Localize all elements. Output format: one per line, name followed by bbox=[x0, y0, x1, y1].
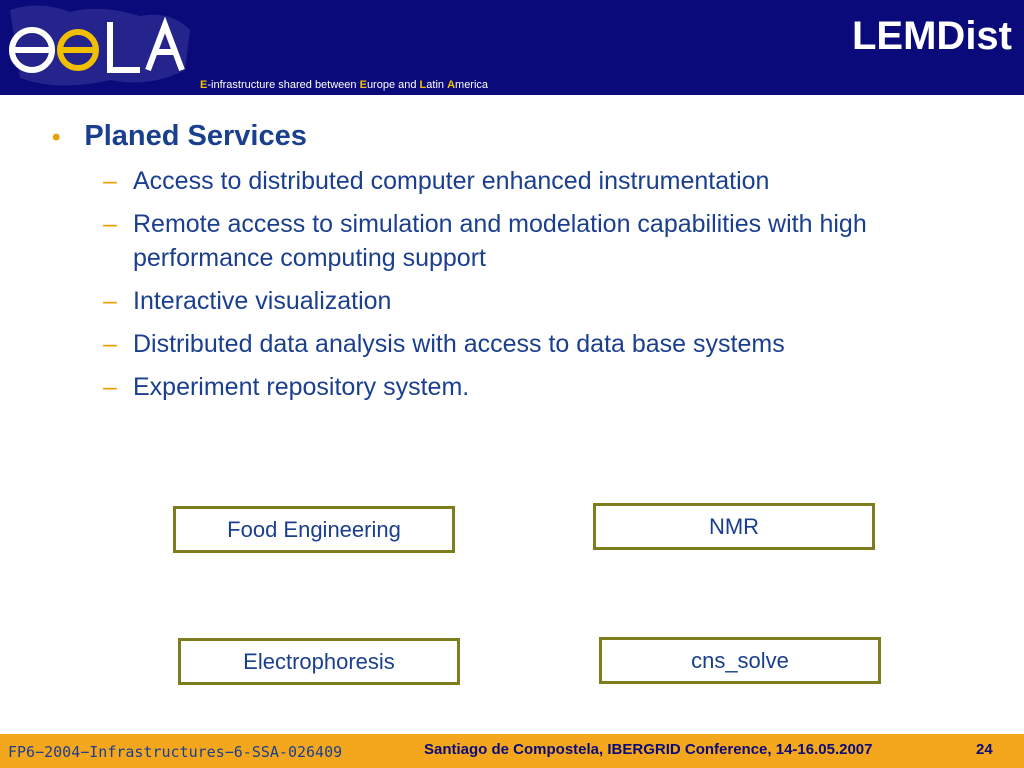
service-box-cns-solve: cns_solve bbox=[599, 637, 881, 684]
dash-icon: – bbox=[103, 210, 117, 238]
sub-bullet-item bbox=[103, 370, 963, 404]
sub-bullet-item bbox=[103, 207, 963, 275]
dash-icon: – bbox=[103, 287, 117, 315]
sub-bullet-text: Experiment repository system. bbox=[133, 373, 470, 401]
tagline-e1: E bbox=[200, 79, 208, 91]
tagline-t3: atin bbox=[426, 79, 448, 91]
dash-icon: – bbox=[103, 330, 117, 358]
bullet-icon: • bbox=[52, 124, 61, 151]
sub-bullet-text: Distributed data analysis with access to data base systems bbox=[133, 330, 785, 358]
service-box-electrophoresis: Electrophoresis bbox=[178, 638, 460, 685]
sub-bullet-list bbox=[103, 164, 963, 413]
sub-bullet-item bbox=[103, 284, 963, 318]
tagline-t4: merica bbox=[455, 79, 489, 91]
tagline-t1: -infrastructure shared between bbox=[207, 79, 360, 91]
dash-icon: – bbox=[103, 373, 117, 401]
footer-band bbox=[0, 734, 1024, 768]
tagline-a1: A bbox=[447, 79, 456, 91]
footer-project-id: FP6−2004−Infrastructures−6-SSA-026409 bbox=[8, 743, 343, 761]
sub-bullet-text: Access to distributed computer enhanced instrumentation bbox=[133, 167, 770, 195]
sub-bullet-text: Remote access to simulation and modelation capabilities with high performance computing support bbox=[133, 210, 867, 272]
page-number: 24 bbox=[976, 741, 993, 758]
tagline-l1: L bbox=[419, 79, 427, 91]
sub-bullet-item bbox=[103, 327, 963, 361]
tagline-t2: urope and bbox=[366, 79, 420, 91]
service-box-food-engineering: Food Engineering bbox=[173, 506, 455, 553]
dash-icon: – bbox=[103, 167, 117, 195]
tagline-e2: E bbox=[359, 79, 367, 91]
main-bullet bbox=[52, 120, 307, 153]
header-tagline bbox=[200, 79, 488, 91]
main-bullet-text: Planed Services bbox=[84, 120, 307, 152]
sub-bullet-item bbox=[103, 164, 963, 198]
service-box-nmr: NMR bbox=[593, 503, 875, 550]
sub-bullet-text: Interactive visualization bbox=[133, 287, 392, 315]
eela-logo bbox=[0, 0, 200, 95]
slide-title: LEMDist bbox=[852, 14, 1012, 58]
header-band bbox=[0, 0, 1024, 95]
footer-event: Santiago de Compostela, IBERGRID Conference, 14-16.05.2007 bbox=[424, 741, 873, 758]
